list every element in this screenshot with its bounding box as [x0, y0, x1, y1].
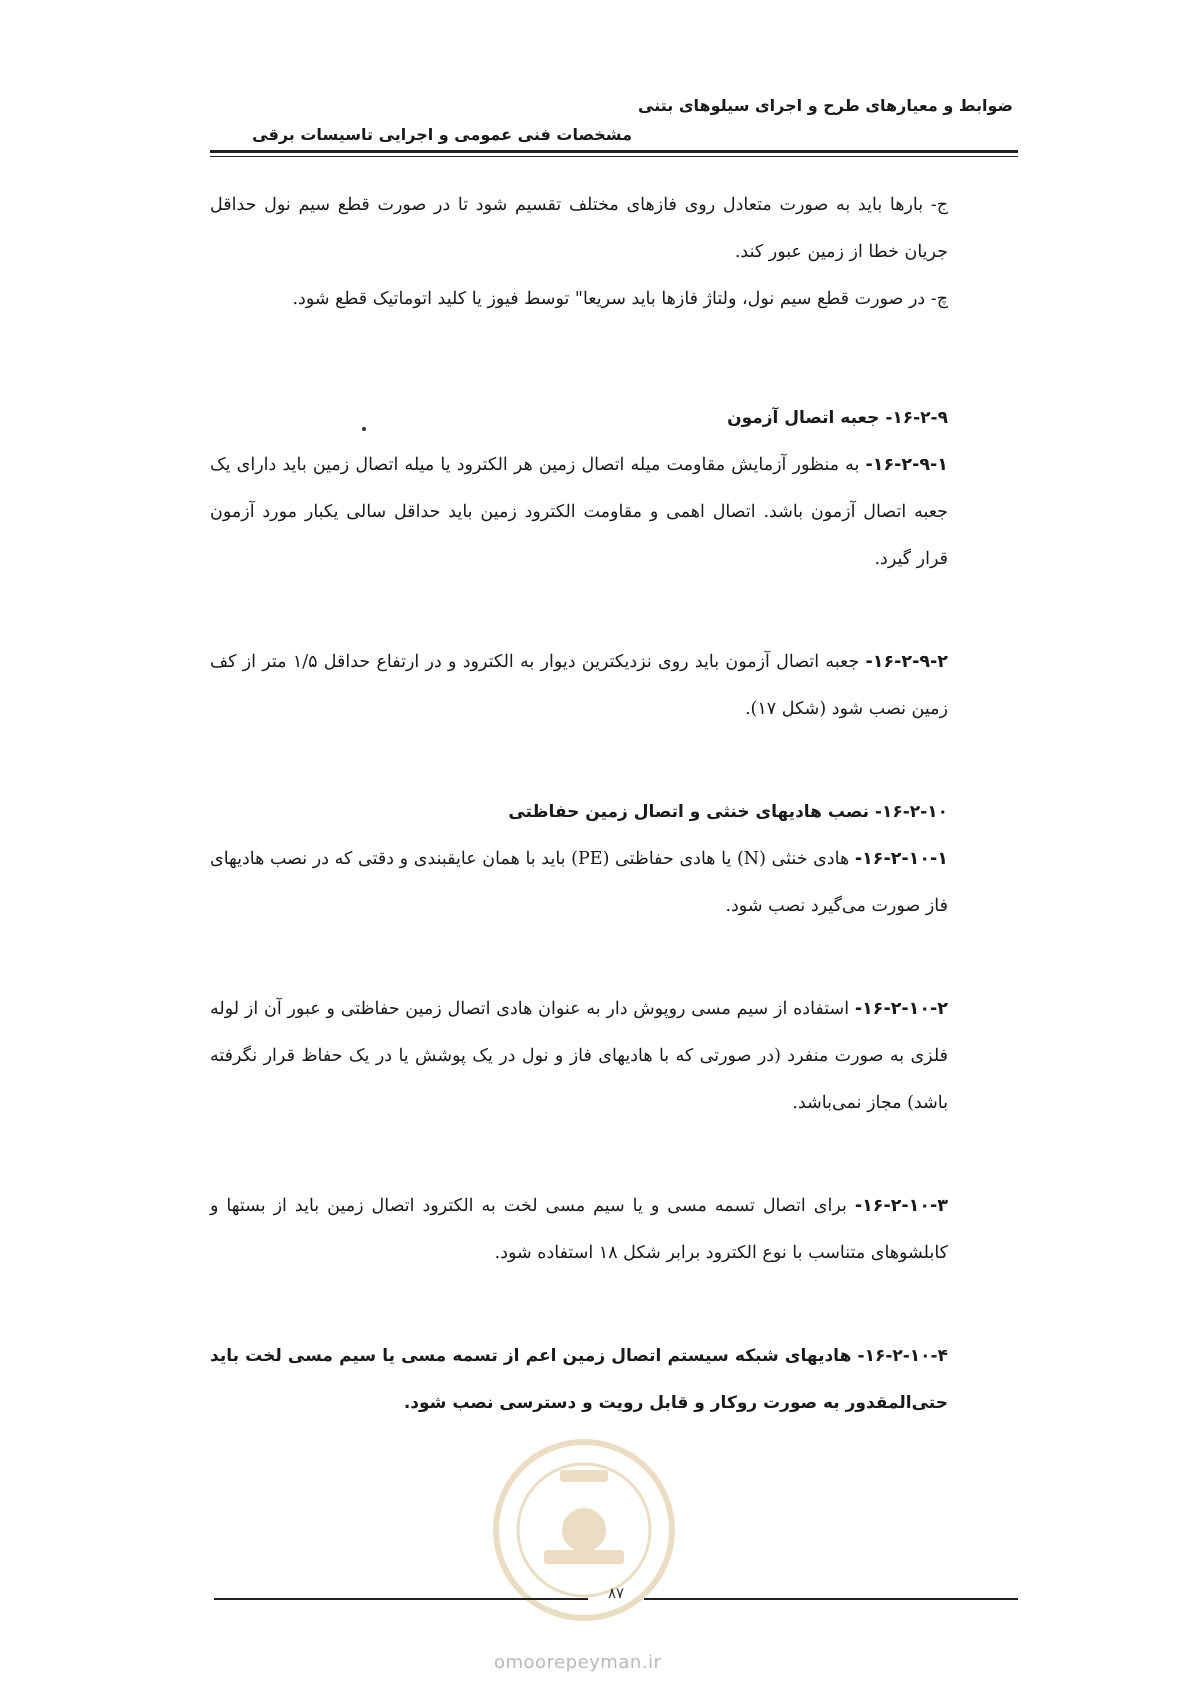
book-title: ضوابط و معیارهای طرح و اجرای سیلوهای بتنی	[638, 96, 1013, 115]
clause-number: ۱۶-۲-۱۰-۱-	[854, 849, 948, 869]
clause-text: به منظور آزمایش مقاومت میله اتصال زمین هر الکترود یا میله اتصال زمین باید دارای یک جعبه اتصال آزمون باشد. اتصال اهمی و مقاومت الکترود زمین باید حداقل سالی یکبار مورد آزمون قرار گیرد.	[210, 455, 948, 569]
clause-text: استفاده از سیم مسی روپوش دار به عنوان هادی اتصال زمین حفاظتی و عبور آن از لوله فلزی به صورت منفرد (در صورتی که با هادیهای فاز و نول در یک پوشش یا در یک حفاظ قرار نگرفته باشد) مجاز نمی‌باشد.	[210, 999, 948, 1113]
section-title: مشخصات فنی عمومی و اجرایی تاسیسات برقی	[252, 125, 632, 144]
publisher-seal-watermark	[484, 1430, 684, 1630]
clause-text: هادی خنثی (N) یا هادی حفاظتی (PE) باید با همان عایقبندی و دقتی که در نصب هادیهای فاز صورت می‌گیرد نصب شود.	[210, 849, 948, 916]
clause-text: برای اتصال تسمه مسی و یا سیم مسی لخت به الکترود اتصال زمین باید از بستها و کابلشوهای متناسب با نوع الکترود برابر شکل ۱۸ استفاده شود.	[210, 1196, 948, 1263]
paragraph-che: چ- در صورت قطع سیم نول، ولتاژ فازها باید سریعا" توسط فیوز یا کلید اتوماتیک قطع شود.	[292, 289, 948, 309]
clause-number: ۱۶-۲-۱۰-۳-	[854, 1196, 948, 1216]
paragraph-10-4: ۱۶-۲-۱۰-۴- هادیهای شبکه سیستم اتصال زمین اعم از تسمه مسی یا سیم مسی لخت باید حتی‌المقدور به صورت روکار و قابل رویت و دسترسی نصب شود.	[210, 1346, 948, 1413]
clause-number: ۱۶-۲-۹-۲-	[865, 652, 948, 672]
paragraph-9-1	[210, 442, 948, 583]
paragraph-10-3	[210, 1183, 948, 1277]
footer-rule-left	[214, 1598, 588, 1600]
clause-number: ۱۶-۲-۹-۱-	[865, 455, 948, 475]
footer-rule-right	[644, 1598, 1018, 1600]
paragraph-je: ج- بارها باید به صورت متعادل روی فازهای مختلف تقسیم شود تا در صورت قطع سیم نول حداقل جریان خطا از زمین عبور کند.	[210, 195, 948, 262]
header-rule-thin	[210, 156, 1018, 157]
paragraph-9-2	[210, 639, 948, 733]
page-number: ۸۷	[607, 1584, 625, 1602]
paragraph-10-1	[210, 836, 948, 930]
document-body	[210, 182, 948, 1427]
heading-test-box: ۱۶-۲-۹- جعبه اتصال آزمون	[727, 408, 948, 428]
heading-neutral-conductors: ۱۶-۲-۱۰- نصب هادیهای خنثی و اتصال زمین حفاظتی	[508, 802, 948, 822]
scan-speck	[362, 427, 366, 431]
paragraph-10-2	[210, 986, 948, 1127]
clause-text: جعبه اتصال آزمون باید روی نزدیکترین دیوار به الکترود و در ارتفاع حداقل ۱/۵ متر از کف زمین نصب شود (شکل ۱۷).	[210, 652, 948, 719]
header-rule-thick	[210, 150, 1018, 153]
clause-number: ۱۶-۲-۱۰-۲-	[854, 999, 948, 1019]
site-url-watermark: omoorepeyman.ir	[494, 1652, 662, 1673]
